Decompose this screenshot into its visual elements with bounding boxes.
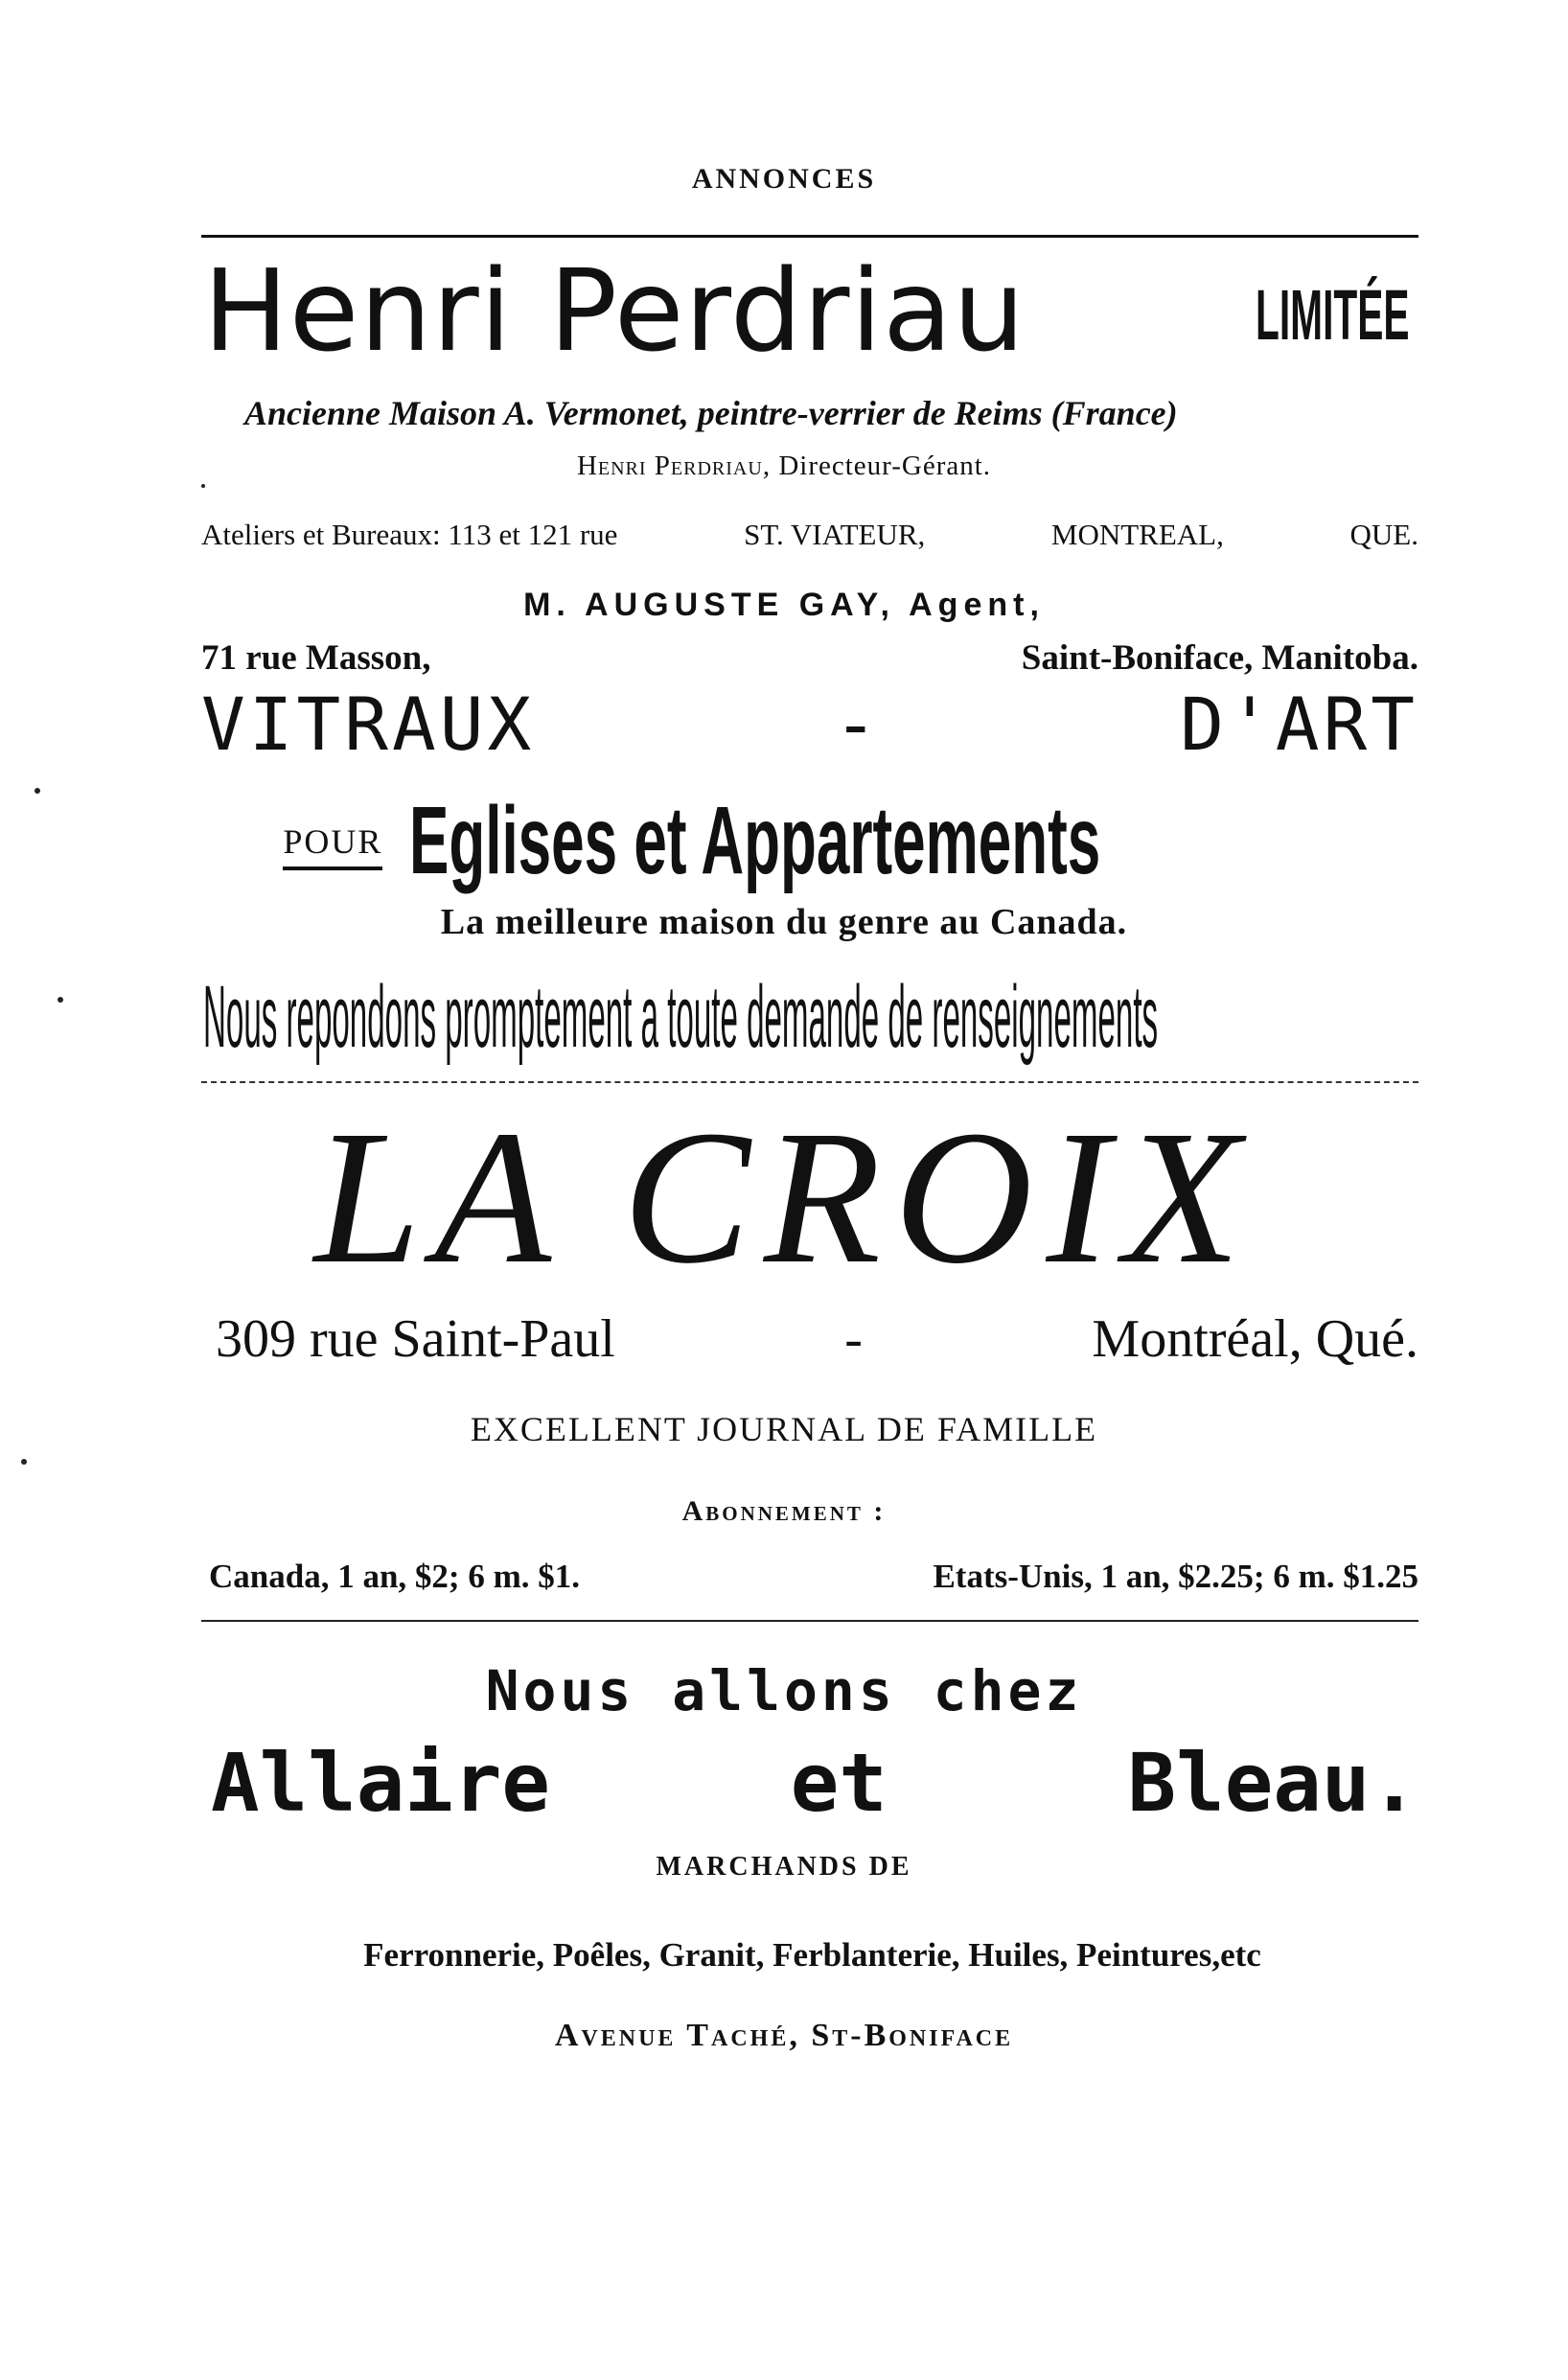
allaire-address: Avenue Taché, St-Boniface (554, 2018, 1014, 2053)
perdriau-director-line (0, 451, 1568, 482)
allaire-word: Allaire (211, 1736, 551, 1830)
price-us: Etats-Unis, 1 an, $2.25; 6 m. $1.25 (933, 1558, 1418, 1595)
page-header: ANNONCES (691, 163, 877, 195)
la-croix-subscription-title: Abonnement : (681, 1495, 887, 1527)
agent-city: Saint-Boniface, Manitoba. (1021, 638, 1418, 678)
address-city: MONTREAL, (1050, 518, 1224, 551)
section-divider-1 (201, 1081, 1418, 1083)
director-name: Henri Perdriau, (576, 451, 772, 481)
perdriau-reply-promise: Nous repondons promptement a toute demande de renseignements (203, 968, 1159, 1066)
allaire-merchants-title: MARCHANDS DE (656, 1852, 912, 1882)
scan-speck (35, 788, 40, 794)
la-croix-prices (209, 1558, 1418, 1596)
perdriau-agent-address (201, 637, 1418, 679)
dart-word: D'ART (1180, 682, 1418, 767)
pour-eglises-line (0, 786, 1568, 896)
header-divider (201, 235, 1418, 238)
perdriau-subtitle: Ancienne Maison A. Vermonet, peintre-verrier de Reims (France) (244, 394, 1178, 432)
allaire-bleau-name (211, 1735, 1418, 1832)
la-croix-street: 309 rue Saint-Paul (216, 1309, 615, 1369)
price-canada: Canada, 1 an, $2; 6 m. $1. (209, 1558, 580, 1595)
allaire-lead: Nous allons chez (485, 1658, 1083, 1723)
perdriau-address-line (201, 518, 1418, 552)
perdriau-limitee-label: LIMITÉE (1256, 275, 1410, 355)
et-word: et (790, 1736, 888, 1830)
perdriau-agent: M. AUGUSTE GAY, Agent, (523, 587, 1045, 623)
la-croix-dash: - (844, 1309, 863, 1369)
scan-speck (58, 997, 63, 1003)
agent-street: 71 rue Masson, (201, 638, 431, 678)
eglises-appartements: Eglises et Appartements (409, 787, 1101, 894)
bleau-word: Bleau. (1127, 1736, 1418, 1830)
scan-speck (201, 484, 205, 488)
address-street: ST. VIATEUR, (744, 518, 926, 551)
scan-speck (21, 1459, 27, 1465)
vitraux-dash: - (833, 682, 882, 767)
la-croix-address (216, 1308, 1418, 1370)
address-province: QUE. (1349, 518, 1418, 551)
director-title: Directeur-Gérant. (778, 451, 992, 481)
allaire-goods-list: Ferronnerie, Poêles, Granit, Ferblanterie, Huiles, Peintures,etc (363, 1936, 1261, 1974)
vitraux-dart-heading (201, 682, 1418, 767)
address-workshops: Ateliers et Bureaux: 113 et 121 rue (201, 518, 618, 551)
la-croix-title: LA CROIX (313, 1092, 1255, 1304)
pour-label: POUR (283, 822, 382, 870)
section-divider-2 (201, 1620, 1418, 1622)
vitraux-word: VITRAUX (201, 682, 536, 767)
perdriau-company-name: Henri Perdriau (203, 244, 1026, 377)
perdriau-best-house: La meilleure maison du genre au Canada. (440, 902, 1128, 942)
la-croix-city: Montréal, Qué. (1092, 1309, 1418, 1369)
la-croix-tagline: EXCELLENT JOURNAL DE FAMILLE (470, 1410, 1098, 1448)
